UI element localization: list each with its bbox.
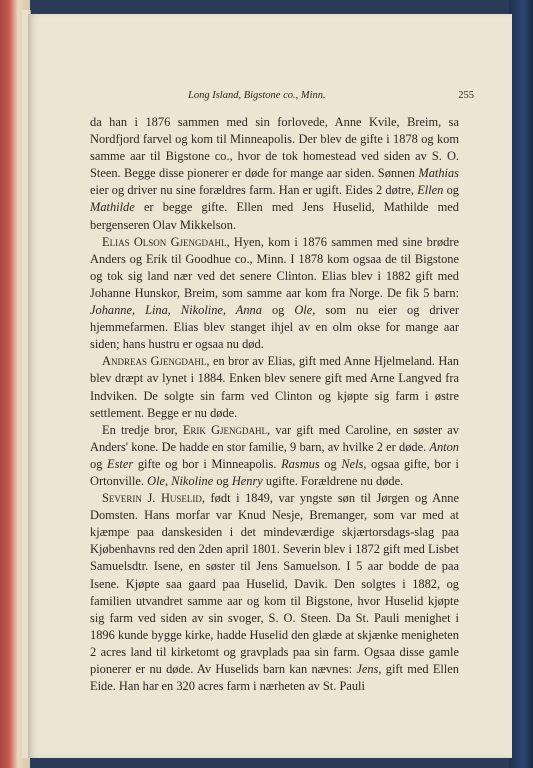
italic-name: Rasmus [281,456,320,471]
page-header [28,90,512,106]
text-run: og [90,456,108,471]
italic-name: Anton [429,439,459,454]
person-name: Erik Gjengdahl [182,422,268,437]
text-run: da han i 1876 sammen med sin forlovede, Anne Kvile, Breim, sa Nordfjord farvel og kom til Minneapolis. Der blev de gifte i 1878 og kom samme aar til Bigstone co., hvor de tok homestead ved siden av S. O. Steen. Begge disse pionerer er døde for mange aar siden. Sønnen [90,115,459,181]
person-name: Severin J. Huselid [102,491,202,506]
text-run: , født i 1849, var yngste søn til Jørgen og Anne Domsten. Hans morfar var Knud Nesje, Bremanger, som var med at kjæmpe paa danskesiden i det mindeværdige skjærtorsdags-slag paa Kjøbenhavns red den 2den april 1801. Severin blev i 1872 gift med Lisbet Samuelsdtr. Isene, en søster til Jens Samuelson. I 5 aar bodde de paa Isene. Kjøpte saa gaard paa Huselid, Davik. Den solgtes i 1882, og familien utvandret samme aar og kom til Bigstone, hvor Huselid kjøpte sig farm ved siden av sin svoger, S. O. Steen. Da St. Pauli menighet i 1896 kunde bygge kirke, hadde Huselid den glæde at skjænke menigheten 2 acres land til kirketomt og gravplads paa sin farm. Ogsaa disse gamle pionerer er nu døde. Av Huselids barn kan nævnes: [90,491,459,676]
text-run: og [213,473,232,488]
text-run: og [319,456,342,471]
italic-name: Jens, [356,662,382,676]
italic-name: Johanne, Lina, Nikoline, Anna [90,303,262,318]
text-run: og [443,183,459,198]
text-run: gift med Ellen Eide. Han har en 320 acres farm i nærheten av St. Pauli [90,662,459,694]
italic-name: Ole, Nikoline [147,473,214,488]
text-run: ugifte. Forældrene nu døde. [262,473,404,488]
text-run: , en bror av Elias, gift med Anne Hjelmeland. Han blev dræpt av lynet i 1884. Enken blev senere gift med Arne Langved fra Indviken. De solgte sin farm ved Clinton og kjøpte sig farm i østre settlement. Begge er nu døde. [90,354,459,420]
paragraph [90,422,459,490]
page-number: 255 [458,90,474,101]
body-text [90,114,459,695]
text-run: En tredje bror, [102,422,183,437]
italic-name: Mathias [418,166,459,181]
italic-name: Ester [107,456,134,471]
paragraph [90,234,459,354]
book-cover-right [509,0,533,768]
person-name: Elias Olson Gjengdahl [102,234,227,249]
text-run: og [261,303,295,318]
italic-name: Mathilde [90,200,135,215]
book-page [28,14,512,758]
paragraph [90,490,459,695]
text-run: , Hyen, kom i 1876 sammen med sine brødre Anders og Erik til Goodhue co., Minn. I 1878 kom ogsaa de til Bigstone og tok sig land nær ved det senere Clinton. Elias blev i 1882 gift med Johanne Hunskor, Breim, som samme aar kom fra Norge. De fik 5 barn: [90,234,459,300]
italic-name: Nels, [341,456,367,471]
paragraph [90,114,459,234]
text-run: , var gift med Caroline, en søster av Anders' kone. De hadde en stor familie, 9 barn, av hvilke 2 er døde. [90,422,459,454]
text-run: ogsaa gifte, bor i Ortonville. [90,456,459,488]
person-name: Andreas Gjengdahl [102,354,207,369]
italic-name: Ellen [417,183,444,198]
text-run: som nu eier og driver hjemmefarmen. Elias blev stanget ihjel av en olm okse for mange aar siden; hans hustru er ogsaa nu død. [90,303,459,352]
text-run: gifte og bor i Minneapolis. [133,456,282,471]
italic-name: Ole, [294,303,316,318]
italic-name: Henry [231,473,263,488]
running-head: Long Island, Bigstone co., Minn. [188,90,326,101]
paragraph [90,353,459,421]
text-run: er begge gifte. Ellen med Jens Huselid, Mathilde med bergenseren Olav Mikkelson. [90,200,459,232]
text-run: eier og driver nu sine forældres farm. Han er ugift. Eides 2 døtre, [90,183,418,198]
